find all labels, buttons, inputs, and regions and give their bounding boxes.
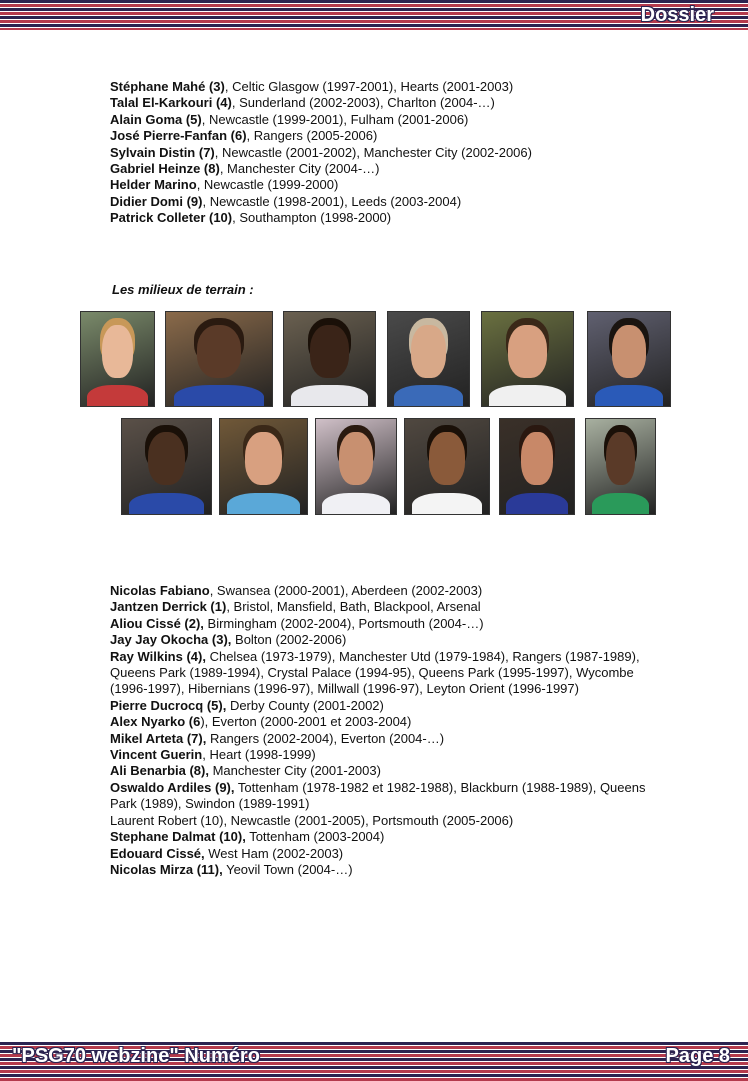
player-name: Didier Domi (9) [110,193,203,209]
player-entry [110,599,670,615]
player-entry [110,862,670,878]
player-photo [387,311,470,407]
footer-webzine-title: "PSG70 webzine" Numéro [12,1045,260,1067]
defenders-list [110,79,670,227]
player-entry [110,177,670,193]
player-clubs: , Bristol, Mansfield, Bath, Blackpool, Arsenal [226,599,481,615]
player-clubs: , Celtic Glasgow (1997-2001), Hearts (2001-2003) [224,79,514,94]
player-entry [110,829,670,845]
player-entry [110,763,670,779]
player-entry [110,780,670,813]
player-name: Vincent Guerin [110,747,203,763]
player-name: Jantzen Derrick (1) [110,599,227,615]
player-photo [481,311,574,407]
player-entry [110,194,670,210]
player-clubs: Tottenham (1978-1982 et 1982-1988), Blackburn (1988-1989), Queens Park (1989), Swindon (1989-1991) [110,779,646,812]
player-name: Ali Benarbia (8), [110,763,209,779]
player-entry [110,79,670,95]
player-entry [110,632,670,648]
header-title: Dossier [640,4,714,26]
player-clubs: Birmingham (2002-2004), Portsmouth (2004-…) [203,615,484,631]
player-photo [587,311,671,407]
player-name: Edouard Cissé, [110,845,205,861]
player-entry [110,846,670,862]
player-photo [219,418,308,515]
header-band [0,0,748,30]
footer-page-number: Page 8 [665,1045,730,1067]
player-entry [110,698,670,714]
player-name: Oswaldo Ardiles (9), [110,779,235,795]
player-clubs: Laurent Robert (10), Newcastle (2001-2005), Portsmouth (2005-2006) [110,812,514,828]
player-photo [585,418,656,515]
player-name: José Pierre-Fanfan (6) [110,128,247,144]
player-clubs: ), Everton (2000-2001 et 2003-2004) [200,714,412,730]
player-photo [499,418,575,515]
player-entry [110,145,670,161]
player-clubs: , Newcastle (1999-2000) [196,177,339,193]
player-entry [110,128,670,144]
player-clubs: Derby County (2001-2002) [226,697,384,713]
midfield-section-title: Les milieux de terrain : [112,282,254,297]
player-name: Mikel Arteta (7), [110,730,207,746]
player-clubs: , Rangers (2005-2006) [246,128,378,144]
player-name: Alex Nyarko (6 [110,714,201,730]
player-name: Jay Jay Okocha (3), [110,632,232,648]
player-clubs: , Swansea (2000-2001), Aberdeen (2002-2003) [209,583,483,598]
player-entry [110,649,670,698]
player-name: Patrick Colleter (10) [110,210,233,226]
player-clubs: , Sunderland (2002-2003), Charlton (2004-…) [231,95,495,111]
player-entry [110,95,670,111]
player-clubs: Rangers (2002-2004), Everton (2004-…) [206,730,445,746]
player-clubs: , Newcastle (1998-2001), Leeds (2003-2004) [202,193,462,209]
player-entry [110,161,670,177]
player-entry [110,813,670,829]
player-entry [110,210,670,226]
player-clubs: , Heart (1998-1999) [202,747,316,763]
player-photo [121,418,212,515]
player-name: Ray Wilkins (4), [110,648,206,664]
player-name: Pierre Ducrocq (5), [110,697,227,713]
player-clubs: Chelsea (1973-1979), Manchester Utd (1979-1984), Rangers (1987-1989), Queens Park (1989-1994), Crystal Palace (1994-95), Queens Park (1995-1997), Wycombe (1996-1997), Hibernians (1996-97), Millwall (1996-97), Leyton Orient (1996-1997) [110,648,640,697]
player-name: Stéphane Mahé (3) [110,79,225,94]
player-entry [110,112,670,128]
player-name: Nicolas Fabiano [110,583,210,598]
player-name: Aliou Cissé (2), [110,615,204,631]
player-clubs: Tottenham (2003-2004) [245,829,385,845]
player-name: Stephane Dalmat (10), [110,829,246,845]
player-name: Helder Marino [110,177,197,193]
player-entry [110,583,670,599]
player-entry [110,747,670,763]
player-clubs: , Manchester City (2004-…) [219,161,380,177]
player-entry [110,616,670,632]
player-clubs: Bolton (2002-2006) [231,632,347,648]
player-name: Nicolas Mirza (11), [110,861,223,877]
player-clubs: , Southampton (1998-2000) [232,210,392,226]
player-clubs: West Ham (2002-2003) [204,845,344,861]
player-photo [80,311,155,407]
player-photo [165,311,273,407]
player-entry [110,731,670,747]
midfielders-list [110,583,670,878]
player-name: Talal El-Karkouri (4) [110,95,232,111]
player-clubs: Manchester City (2001-2003) [208,763,381,779]
player-photo [315,418,397,515]
player-entry [110,714,670,730]
player-clubs: , Newcastle (1999-2001), Fulham (2001-2006) [201,111,469,127]
player-name: Sylvain Distin (7) [110,144,215,160]
player-clubs: , Newcastle (2001-2002), Manchester City (2002-2006) [214,144,532,160]
player-clubs: Yeovil Town (2004-…) [222,861,353,877]
player-name: Alain Goma (5) [110,111,202,127]
player-photo [404,418,490,515]
player-photo [283,311,376,407]
footer-band [0,1042,748,1081]
player-name: Gabriel Heinze (8) [110,161,220,177]
